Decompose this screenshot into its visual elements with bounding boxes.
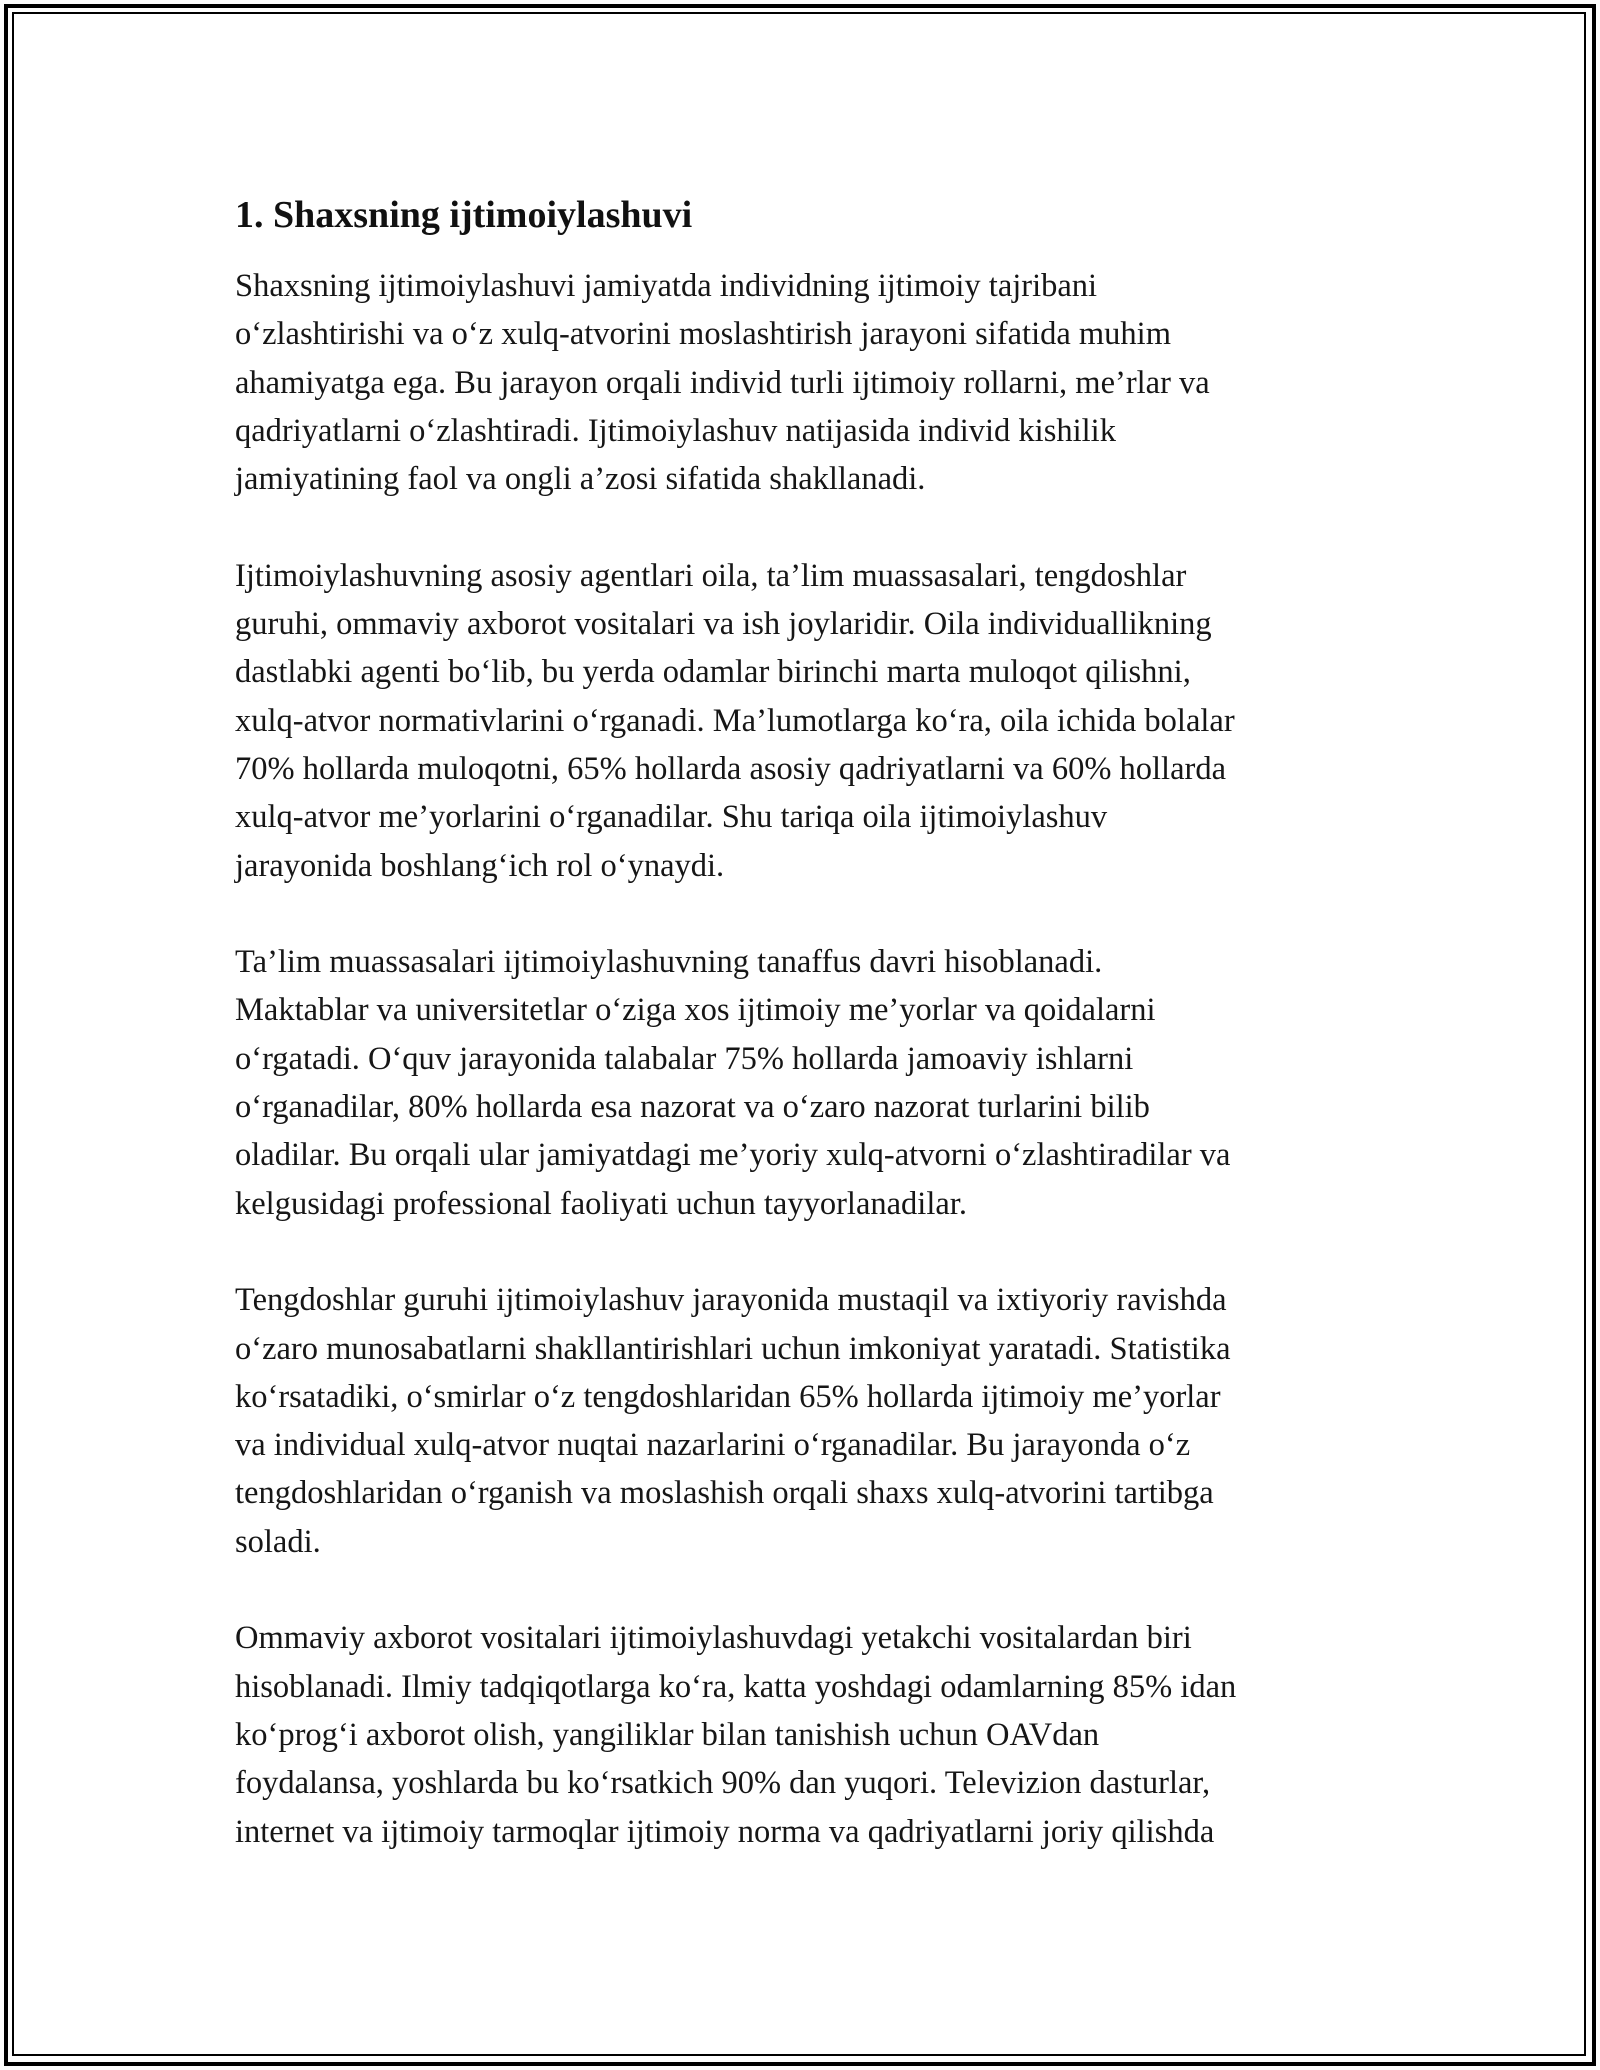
text-line: Ijtimoiylashuvning asosiy agentlari oila, ta’lim muassasalari, tengdoshlar: [235, 557, 1187, 594]
text-line: o‘rganadilar, 80% hollarda esa nazorat va o‘zaro nazorat turlarini bilib: [235, 1089, 1150, 1126]
text-line: kelgusidagi professional faoliyati uchun tayyorlanadilar.: [235, 1185, 967, 1222]
text-line: va individual xulq-atvor nuqtai nazarlarini o‘rganadilar. Bu jarayonda o‘z: [235, 1427, 1191, 1464]
text-line: qadriyatlarni o‘zlashtiradi. Ijtimoiylashuv natijasida individ kishilik: [235, 412, 1116, 449]
text-line: o‘rgatadi. O‘quv jarayonida talabalar 75% hollarda jamoaviy ishlarni: [235, 1040, 1134, 1077]
text-line: xulq-atvor me’yorlarini o‘rganadilar. Shu tariqa oila ijtimoiylashuv: [235, 799, 1108, 836]
text-line: oladilar. Bu orqali ular jamiyatdagi me’yoriy xulq-atvorni o‘zlashtiradilar va: [235, 1137, 1231, 1174]
text-line: o‘zlashtirishi va o‘z xulq-atvorini moslashtirish jarayoni sifatida muhim: [235, 316, 1171, 353]
text-line: Shaxsning ijtimoiylashuvi jamiyatda individning ijtimoiy tajribani: [235, 268, 1098, 304]
text-line: foydalansa, yoshlarda bu ko‘rsatkich 90% dan yuqori. Televizion dasturlar,: [235, 1765, 1211, 1802]
text-line: Ommaviy axborot vositalari ijtimoiylashuvdagi yetakchi vositalardan biri: [235, 1620, 1192, 1657]
text-line: Tengdoshlar guruhi ijtimoiylashuv jarayonida mustaqil va ixtiyoriy ravishda: [235, 1282, 1227, 1319]
paragraph-gap: [235, 1228, 1385, 1276]
paragraph-gap: [235, 890, 1385, 938]
paragraph-socialization-definition: [235, 262, 1385, 503]
text-line: Ta’lim muassasalari ijtimoiylashuvning tanaffus davri hisoblanadi.: [235, 944, 1103, 981]
text-line: dastlabki agenti bo‘lib, bu yerda odamlar birinchi marta muloqot qilishni,: [235, 654, 1191, 691]
paragraph-peers: [235, 1276, 1385, 1566]
section-heading: 1. Shaxsning ijtimoiylashuvi: [235, 194, 693, 236]
text-line: Maktablar va universitetlar o‘ziga xos ijtimoiy me’yorlar va qoidalarni: [235, 992, 1156, 1029]
paragraph-gap: [235, 503, 1385, 551]
text-line: internet va ijtimoiy tarmoqlar ijtimoiy norma va qadriyatlarni joriy qilishda: [235, 1813, 1215, 1850]
paragraph-mass-media: [235, 1614, 1385, 1855]
document-body: [235, 190, 1385, 1856]
text-line: ko‘rsatadiki, o‘smirlar o‘z tengdoshlaridan 65% hollarda ijtimoiy me’yorlar: [235, 1378, 1221, 1415]
text-line: xulq-atvor normativlarini o‘rganadi. Ma’lumotlarga ko‘ra, oila ichida bolalar: [235, 702, 1235, 739]
text-line: guruhi, ommaviy axborot vositalari va ish joylaridir. Oila individuallikning: [235, 606, 1212, 643]
paragraph-gap: [235, 1566, 1385, 1614]
text-line: hisoblanadi. Ilmiy tadqiqotlarga ko‘ra, katta yoshdagi odamlarning 85% idan: [235, 1668, 1237, 1705]
text-line: jarayonida boshlang‘ich rol o‘ynaydi.: [235, 847, 725, 884]
text-line: jamiyatining faol va ongli a’zosi sifatida shakllanadi.: [235, 461, 926, 498]
text-line: 70% hollarda muloqotni, 65% hollarda asosiy qadriyatlarni va 60% hollarda: [235, 750, 1226, 787]
paragraph-education: [235, 938, 1385, 1228]
paragraph-agents-family: [235, 552, 1385, 890]
text-line: ko‘prog‘i axborot olish, yangiliklar bilan tanishish uchun OAVdan: [235, 1716, 1100, 1753]
text-line: soladi.: [235, 1523, 321, 1560]
text-line: o‘zaro munosabatlarni shakllantirishlari uchun imkoniyat yaratadi. Statistika: [235, 1330, 1231, 1367]
text-line: tengdoshlaridan o‘rganish va moslashish orqali shaxs xulq-atvorini tartibga: [235, 1475, 1214, 1512]
text-line: ahamiyatga ega. Bu jarayon orqali individ turli ijtimoiy rollarni, me’rlar va: [235, 364, 1210, 401]
